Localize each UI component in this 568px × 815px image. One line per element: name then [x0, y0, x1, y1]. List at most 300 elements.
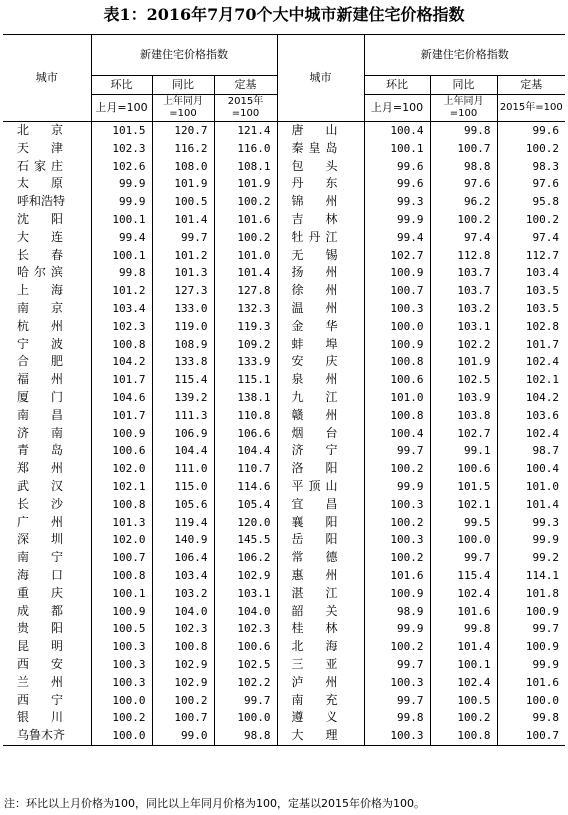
city-name: 唐 山 [291, 123, 338, 137]
left-mom-cell: 102.3 [91, 140, 152, 158]
price-index-table-container [3, 34, 565, 746]
right-base-cell: 101.0 [497, 478, 565, 496]
left-city-cell [3, 425, 91, 443]
right-base-cell: 95.8 [497, 193, 565, 211]
city-name: 上 海 [17, 283, 63, 298]
header-yoy-right: 同比 [430, 76, 497, 95]
city-name: 深 圳 [17, 532, 63, 547]
left-yoy-cell: 106.9 [152, 425, 214, 443]
left-mom-cell: 101.7 [91, 371, 152, 389]
right-mom-cell: 100.4 [364, 122, 430, 140]
city-name: 西 安 [17, 656, 63, 671]
city-name: 福 州 [17, 372, 63, 387]
right-yoy-cell: 99.8 [430, 620, 497, 638]
left-city-cell [3, 407, 91, 425]
left-base-cell: 105.4 [214, 496, 277, 514]
table-row [3, 122, 565, 140]
city-name: 丹 东 [291, 176, 338, 191]
left-yoy-cell: 115.4 [152, 371, 214, 389]
right-base-cell: 97.6 [497, 175, 565, 193]
left-base-cell: 103.1 [214, 585, 277, 603]
city-name: 扬 州 [291, 265, 338, 280]
table-row [3, 371, 565, 389]
table-row [3, 175, 565, 193]
right-mom-cell: 102.7 [364, 247, 430, 265]
header-city-right: 城市 [277, 35, 364, 122]
right-yoy-cell: 103.8 [430, 407, 497, 425]
right-mom-cell: 98.9 [364, 603, 430, 621]
table-row [3, 407, 565, 425]
left-base-cell: 132.3 [214, 300, 277, 318]
table-row [3, 478, 565, 496]
right-city-cell [277, 727, 364, 745]
city-name: 成 都 [17, 603, 63, 618]
table-row [3, 140, 565, 158]
left-base-cell: 116.0 [214, 140, 277, 158]
table-row [3, 460, 565, 478]
header-yoy-sub-right: 上年同月=100 [430, 95, 497, 122]
right-mom-cell: 100.2 [364, 460, 430, 478]
table-row [3, 158, 565, 176]
left-mom-cell: 100.3 [91, 656, 152, 674]
left-mom-cell: 101.2 [91, 282, 152, 300]
right-mom-cell: 100.3 [364, 531, 430, 549]
right-yoy-cell: 99.8 [430, 122, 497, 140]
header-mom-left: 环比 [91, 76, 152, 95]
right-city-cell [277, 531, 364, 549]
left-mom-cell: 104.2 [91, 353, 152, 371]
left-yoy-cell: 105.6 [152, 496, 214, 514]
right-yoy-cell: 103.9 [430, 389, 497, 407]
table-row [3, 442, 565, 460]
right-yoy-cell: 100.6 [430, 460, 497, 478]
city-name: 厦 门 [17, 389, 63, 404]
left-city-cell [3, 211, 91, 229]
right-yoy-cell: 100.7 [430, 140, 497, 158]
right-mom-cell: 99.4 [364, 229, 430, 247]
right-base-cell: 100.9 [497, 638, 565, 656]
right-yoy-cell: 102.1 [430, 496, 497, 514]
right-city-cell [277, 318, 364, 336]
right-yoy-cell: 100.1 [430, 656, 497, 674]
left-mom-cell: 102.0 [91, 531, 152, 549]
left-city-cell [3, 122, 91, 140]
right-mom-cell: 99.9 [364, 620, 430, 638]
right-base-cell: 99.9 [497, 656, 565, 674]
table-row [3, 264, 565, 282]
left-mom-cell: 100.6 [91, 442, 152, 460]
right-city-cell [277, 158, 364, 176]
left-city-cell [3, 371, 91, 389]
city-name: 北 京 [17, 123, 63, 137]
left-yoy-cell: 119.4 [152, 514, 214, 532]
city-name: 九 江 [291, 389, 338, 404]
right-yoy-cell: 115.4 [430, 567, 497, 585]
right-city-cell [277, 514, 364, 532]
left-mom-cell: 103.4 [91, 300, 152, 318]
table-row [3, 318, 565, 336]
city-name: 大 理 [291, 728, 338, 743]
city-name: 常 德 [291, 550, 338, 565]
right-mom-cell: 99.6 [364, 158, 430, 176]
header-base-sub-right: 2015年=100 [497, 95, 565, 122]
left-yoy-cell: 99.0 [152, 727, 214, 745]
right-base-cell: 102.1 [497, 371, 565, 389]
right-city-cell [277, 478, 364, 496]
right-mom-cell: 100.1 [364, 140, 430, 158]
city-name: 安 庆 [291, 354, 338, 369]
right-base-cell: 101.7 [497, 336, 565, 354]
table-row [3, 620, 565, 638]
left-base-cell: 106.6 [214, 425, 277, 443]
right-base-cell: 100.2 [497, 211, 565, 229]
city-name: 宜 昌 [291, 496, 338, 511]
left-yoy-cell: 101.3 [152, 264, 214, 282]
left-mom-cell: 102.0 [91, 460, 152, 478]
right-mom-cell: 100.3 [364, 727, 430, 745]
left-mom-cell: 100.2 [91, 709, 152, 727]
city-name: 泸 州 [291, 674, 338, 689]
right-base-cell: 99.7 [497, 620, 565, 638]
right-yoy-cell: 112.8 [430, 247, 497, 265]
right-yoy-cell: 102.5 [430, 371, 497, 389]
left-mom-cell: 100.8 [91, 496, 152, 514]
right-yoy-cell: 101.4 [430, 638, 497, 656]
right-mom-cell: 101.0 [364, 389, 430, 407]
city-name: 韶 关 [291, 603, 338, 618]
city-name: 湛 江 [291, 585, 338, 600]
right-yoy-cell: 96.2 [430, 193, 497, 211]
left-city-cell [3, 389, 91, 407]
left-yoy-cell: 115.0 [152, 478, 214, 496]
left-yoy-cell: 111.0 [152, 460, 214, 478]
right-city-cell [277, 229, 364, 247]
right-base-cell: 98.3 [497, 158, 565, 176]
city-name: 遵 义 [291, 710, 338, 725]
left-mom-cell: 100.3 [91, 638, 152, 656]
left-base-cell: 115.1 [214, 371, 277, 389]
left-city-cell [3, 140, 91, 158]
left-mom-cell: 100.7 [91, 549, 152, 567]
right-city-cell [277, 620, 364, 638]
left-mom-cell: 100.9 [91, 425, 152, 443]
header-mom-sub-right: 上月=100 [364, 95, 430, 122]
right-base-cell: 100.9 [497, 603, 565, 621]
left-city-cell [3, 514, 91, 532]
city-name: 杭 州 [17, 318, 63, 333]
city-name: 襄 阳 [291, 514, 338, 529]
left-base-cell: 104.0 [214, 603, 277, 621]
city-name: 无 锡 [291, 247, 338, 262]
city-name: 吉 林 [291, 211, 338, 226]
city-name: 太 原 [17, 176, 63, 191]
city-name: 长 沙 [17, 496, 63, 511]
right-base-cell: 103.5 [497, 300, 565, 318]
right-base-cell: 101.4 [497, 496, 565, 514]
right-yoy-cell: 99.1 [430, 442, 497, 460]
left-yoy-cell: 101.4 [152, 211, 214, 229]
left-city-cell [3, 692, 91, 710]
right-city-cell [277, 425, 364, 443]
right-city-cell [277, 282, 364, 300]
right-city-cell [277, 460, 364, 478]
table-row [3, 336, 565, 354]
right-base-cell: 101.8 [497, 585, 565, 603]
table-row [3, 656, 565, 674]
city-name: 哈 尔 滨 [17, 265, 63, 280]
left-mom-cell: 104.6 [91, 389, 152, 407]
left-base-cell: 101.9 [214, 175, 277, 193]
right-base-cell: 98.7 [497, 442, 565, 460]
city-name: 北 海 [291, 639, 338, 654]
right-mom-cell: 100.2 [364, 549, 430, 567]
left-yoy-cell: 99.7 [152, 229, 214, 247]
city-name: 青 岛 [17, 443, 63, 458]
header-base-sub-left: 2015年=100 [214, 95, 277, 122]
left-city-cell [3, 247, 91, 265]
right-mom-cell: 101.6 [364, 567, 430, 585]
city-name: 温 州 [291, 300, 338, 315]
left-city-cell [3, 175, 91, 193]
right-yoy-cell: 101.6 [430, 603, 497, 621]
left-city-cell [3, 531, 91, 549]
left-base-cell: 101.0 [214, 247, 277, 265]
left-yoy-cell: 106.4 [152, 549, 214, 567]
left-city-cell [3, 460, 91, 478]
left-base-cell: 108.1 [214, 158, 277, 176]
left-base-cell: 104.4 [214, 442, 277, 460]
table-row [3, 709, 565, 727]
right-mom-cell: 100.9 [364, 585, 430, 603]
right-mom-cell: 99.6 [364, 175, 430, 193]
header-group-right: 新建住宅价格指数 [364, 35, 565, 76]
city-name: 蚌 埠 [291, 336, 338, 351]
left-mom-cell: 99.8 [91, 264, 152, 282]
right-yoy-cell: 102.2 [430, 336, 497, 354]
right-mom-cell: 100.8 [364, 407, 430, 425]
right-base-cell: 97.4 [497, 229, 565, 247]
left-yoy-cell: 139.2 [152, 389, 214, 407]
left-city-cell: 呼和浩特 [3, 193, 91, 211]
city-name: 武 汉 [17, 478, 63, 493]
left-base-cell: 138.1 [214, 389, 277, 407]
left-base-cell: 110.7 [214, 460, 277, 478]
right-yoy-cell: 100.5 [430, 692, 497, 710]
left-base-cell: 100.2 [214, 229, 277, 247]
left-city-cell [3, 336, 91, 354]
left-city-cell [3, 353, 91, 371]
right-yoy-cell: 100.0 [430, 531, 497, 549]
city-name: 石 家 庄 [17, 158, 63, 173]
header-yoy-sub-left: 上年同月=100 [152, 95, 214, 122]
table-row [3, 425, 565, 443]
city-name: 贵 阳 [17, 621, 63, 636]
left-yoy-cell: 101.2 [152, 247, 214, 265]
right-mom-cell: 99.7 [364, 442, 430, 460]
table-row [3, 692, 565, 710]
header-mom-right: 环比 [364, 76, 430, 95]
right-city-cell [277, 389, 364, 407]
right-city-cell [277, 193, 364, 211]
right-base-cell: 102.4 [497, 425, 565, 443]
city-name: 岳 阳 [291, 532, 338, 547]
left-yoy-cell: 133.0 [152, 300, 214, 318]
left-mom-cell: 100.1 [91, 211, 152, 229]
left-base-cell: 145.5 [214, 531, 277, 549]
right-yoy-cell: 98.8 [430, 158, 497, 176]
table-row [3, 674, 565, 692]
table-row [3, 496, 565, 514]
left-city-cell [3, 478, 91, 496]
left-yoy-cell: 108.0 [152, 158, 214, 176]
left-yoy-cell: 100.5 [152, 193, 214, 211]
right-yoy-cell: 99.7 [430, 549, 497, 567]
left-yoy-cell: 111.3 [152, 407, 214, 425]
left-base-cell: 120.0 [214, 514, 277, 532]
left-city-cell [3, 638, 91, 656]
left-mom-cell: 102.3 [91, 318, 152, 336]
right-mom-cell: 100.9 [364, 336, 430, 354]
table-row [3, 567, 565, 585]
left-base-cell: 127.8 [214, 282, 277, 300]
city-name: 昆 明 [17, 639, 63, 654]
city-name: 海 口 [17, 567, 63, 582]
left-mom-cell: 100.8 [91, 336, 152, 354]
left-city-cell [3, 229, 91, 247]
right-city-cell [277, 549, 364, 567]
right-yoy-cell: 97.4 [430, 229, 497, 247]
left-base-cell: 98.8 [214, 727, 277, 745]
right-city-cell [277, 638, 364, 656]
left-city-cell [3, 318, 91, 336]
city-name: 合 肥 [17, 354, 63, 369]
left-city-cell [3, 709, 91, 727]
right-city-cell [277, 692, 364, 710]
right-city-cell [277, 567, 364, 585]
city-name: 南 宁 [17, 550, 63, 565]
city-name: 宁 波 [17, 336, 63, 351]
city-name: 牡 丹 江 [291, 229, 338, 244]
right-mom-cell: 100.8 [364, 353, 430, 371]
left-yoy-cell: 119.0 [152, 318, 214, 336]
header-yoy-left: 同比 [152, 76, 214, 95]
city-name: 洛 阳 [291, 461, 338, 476]
right-yoy-cell: 99.5 [430, 514, 497, 532]
right-mom-cell: 100.6 [364, 371, 430, 389]
right-yoy-cell: 101.5 [430, 478, 497, 496]
left-base-cell: 110.8 [214, 407, 277, 425]
left-city-cell: 乌鲁木齐 [3, 727, 91, 745]
right-city-cell [277, 336, 364, 354]
left-mom-cell: 102.6 [91, 158, 152, 176]
left-yoy-cell: 103.2 [152, 585, 214, 603]
left-base-cell: 102.3 [214, 620, 277, 638]
right-base-cell: 100.4 [497, 460, 565, 478]
city-name: 大 连 [17, 229, 63, 244]
left-yoy-cell: 100.2 [152, 692, 214, 710]
left-base-cell: 100.0 [214, 709, 277, 727]
left-mom-cell: 100.0 [91, 727, 152, 745]
left-yoy-cell: 102.9 [152, 656, 214, 674]
table-row [3, 300, 565, 318]
left-mom-cell: 100.1 [91, 585, 152, 603]
table-row [3, 603, 565, 621]
right-mom-cell: 100.7 [364, 282, 430, 300]
right-city-cell [277, 709, 364, 727]
left-mom-cell: 99.9 [91, 193, 152, 211]
city-name: 泉 州 [291, 372, 338, 387]
left-city-cell [3, 442, 91, 460]
left-mom-cell: 100.0 [91, 692, 152, 710]
left-mom-cell: 100.1 [91, 247, 152, 265]
right-city-cell [277, 353, 364, 371]
header-mom-sub-left: 上月=100 [91, 95, 152, 122]
right-city-cell [277, 496, 364, 514]
table-body [3, 122, 565, 746]
city-name: 天 津 [17, 140, 63, 155]
left-mom-cell: 99.9 [91, 175, 152, 193]
right-base-cell: 102.8 [497, 318, 565, 336]
left-yoy-cell: 102.3 [152, 620, 214, 638]
left-base-cell: 102.5 [214, 656, 277, 674]
right-base-cell: 104.2 [497, 389, 565, 407]
right-mom-cell: 99.9 [364, 211, 430, 229]
right-mom-cell: 99.7 [364, 692, 430, 710]
table-row [3, 727, 565, 745]
right-base-cell: 99.8 [497, 709, 565, 727]
left-city-cell [3, 496, 91, 514]
left-mom-cell: 100.3 [91, 674, 152, 692]
left-yoy-cell: 120.7 [152, 122, 214, 140]
city-name: 南 充 [291, 692, 338, 707]
left-base-cell: 102.9 [214, 567, 277, 585]
right-yoy-cell: 97.6 [430, 175, 497, 193]
right-yoy-cell: 100.2 [430, 709, 497, 727]
right-mom-cell: 100.4 [364, 425, 430, 443]
left-base-cell: 133.9 [214, 353, 277, 371]
right-mom-cell: 100.3 [364, 300, 430, 318]
right-yoy-cell: 103.1 [430, 318, 497, 336]
right-mom-cell: 100.9 [364, 264, 430, 282]
left-city-cell [3, 656, 91, 674]
right-yoy-cell: 100.8 [430, 727, 497, 745]
left-yoy-cell: 101.9 [152, 175, 214, 193]
right-city-cell [277, 175, 364, 193]
left-base-cell: 106.2 [214, 549, 277, 567]
right-base-cell: 112.7 [497, 247, 565, 265]
left-base-cell: 102.2 [214, 674, 277, 692]
city-name: 兰 州 [17, 674, 63, 689]
table-row [3, 549, 565, 567]
right-base-cell: 99.3 [497, 514, 565, 532]
left-yoy-cell: 104.4 [152, 442, 214, 460]
city-name: 济 宁 [291, 443, 338, 458]
left-base-cell: 100.6 [214, 638, 277, 656]
right-city-cell [277, 656, 364, 674]
city-name: 南 京 [17, 300, 63, 315]
right-mom-cell: 99.8 [364, 709, 430, 727]
left-city-cell [3, 567, 91, 585]
right-city-cell [277, 603, 364, 621]
header-group-left: 新建住宅价格指数 [91, 35, 277, 76]
left-yoy-cell: 140.9 [152, 531, 214, 549]
city-name: 赣 州 [291, 407, 338, 422]
city-name: 广 州 [17, 514, 63, 529]
city-name: 烟 台 [291, 425, 338, 440]
right-yoy-cell: 100.2 [430, 211, 497, 229]
city-name: 惠 州 [291, 567, 338, 582]
header-base-right: 定基 [497, 76, 565, 95]
